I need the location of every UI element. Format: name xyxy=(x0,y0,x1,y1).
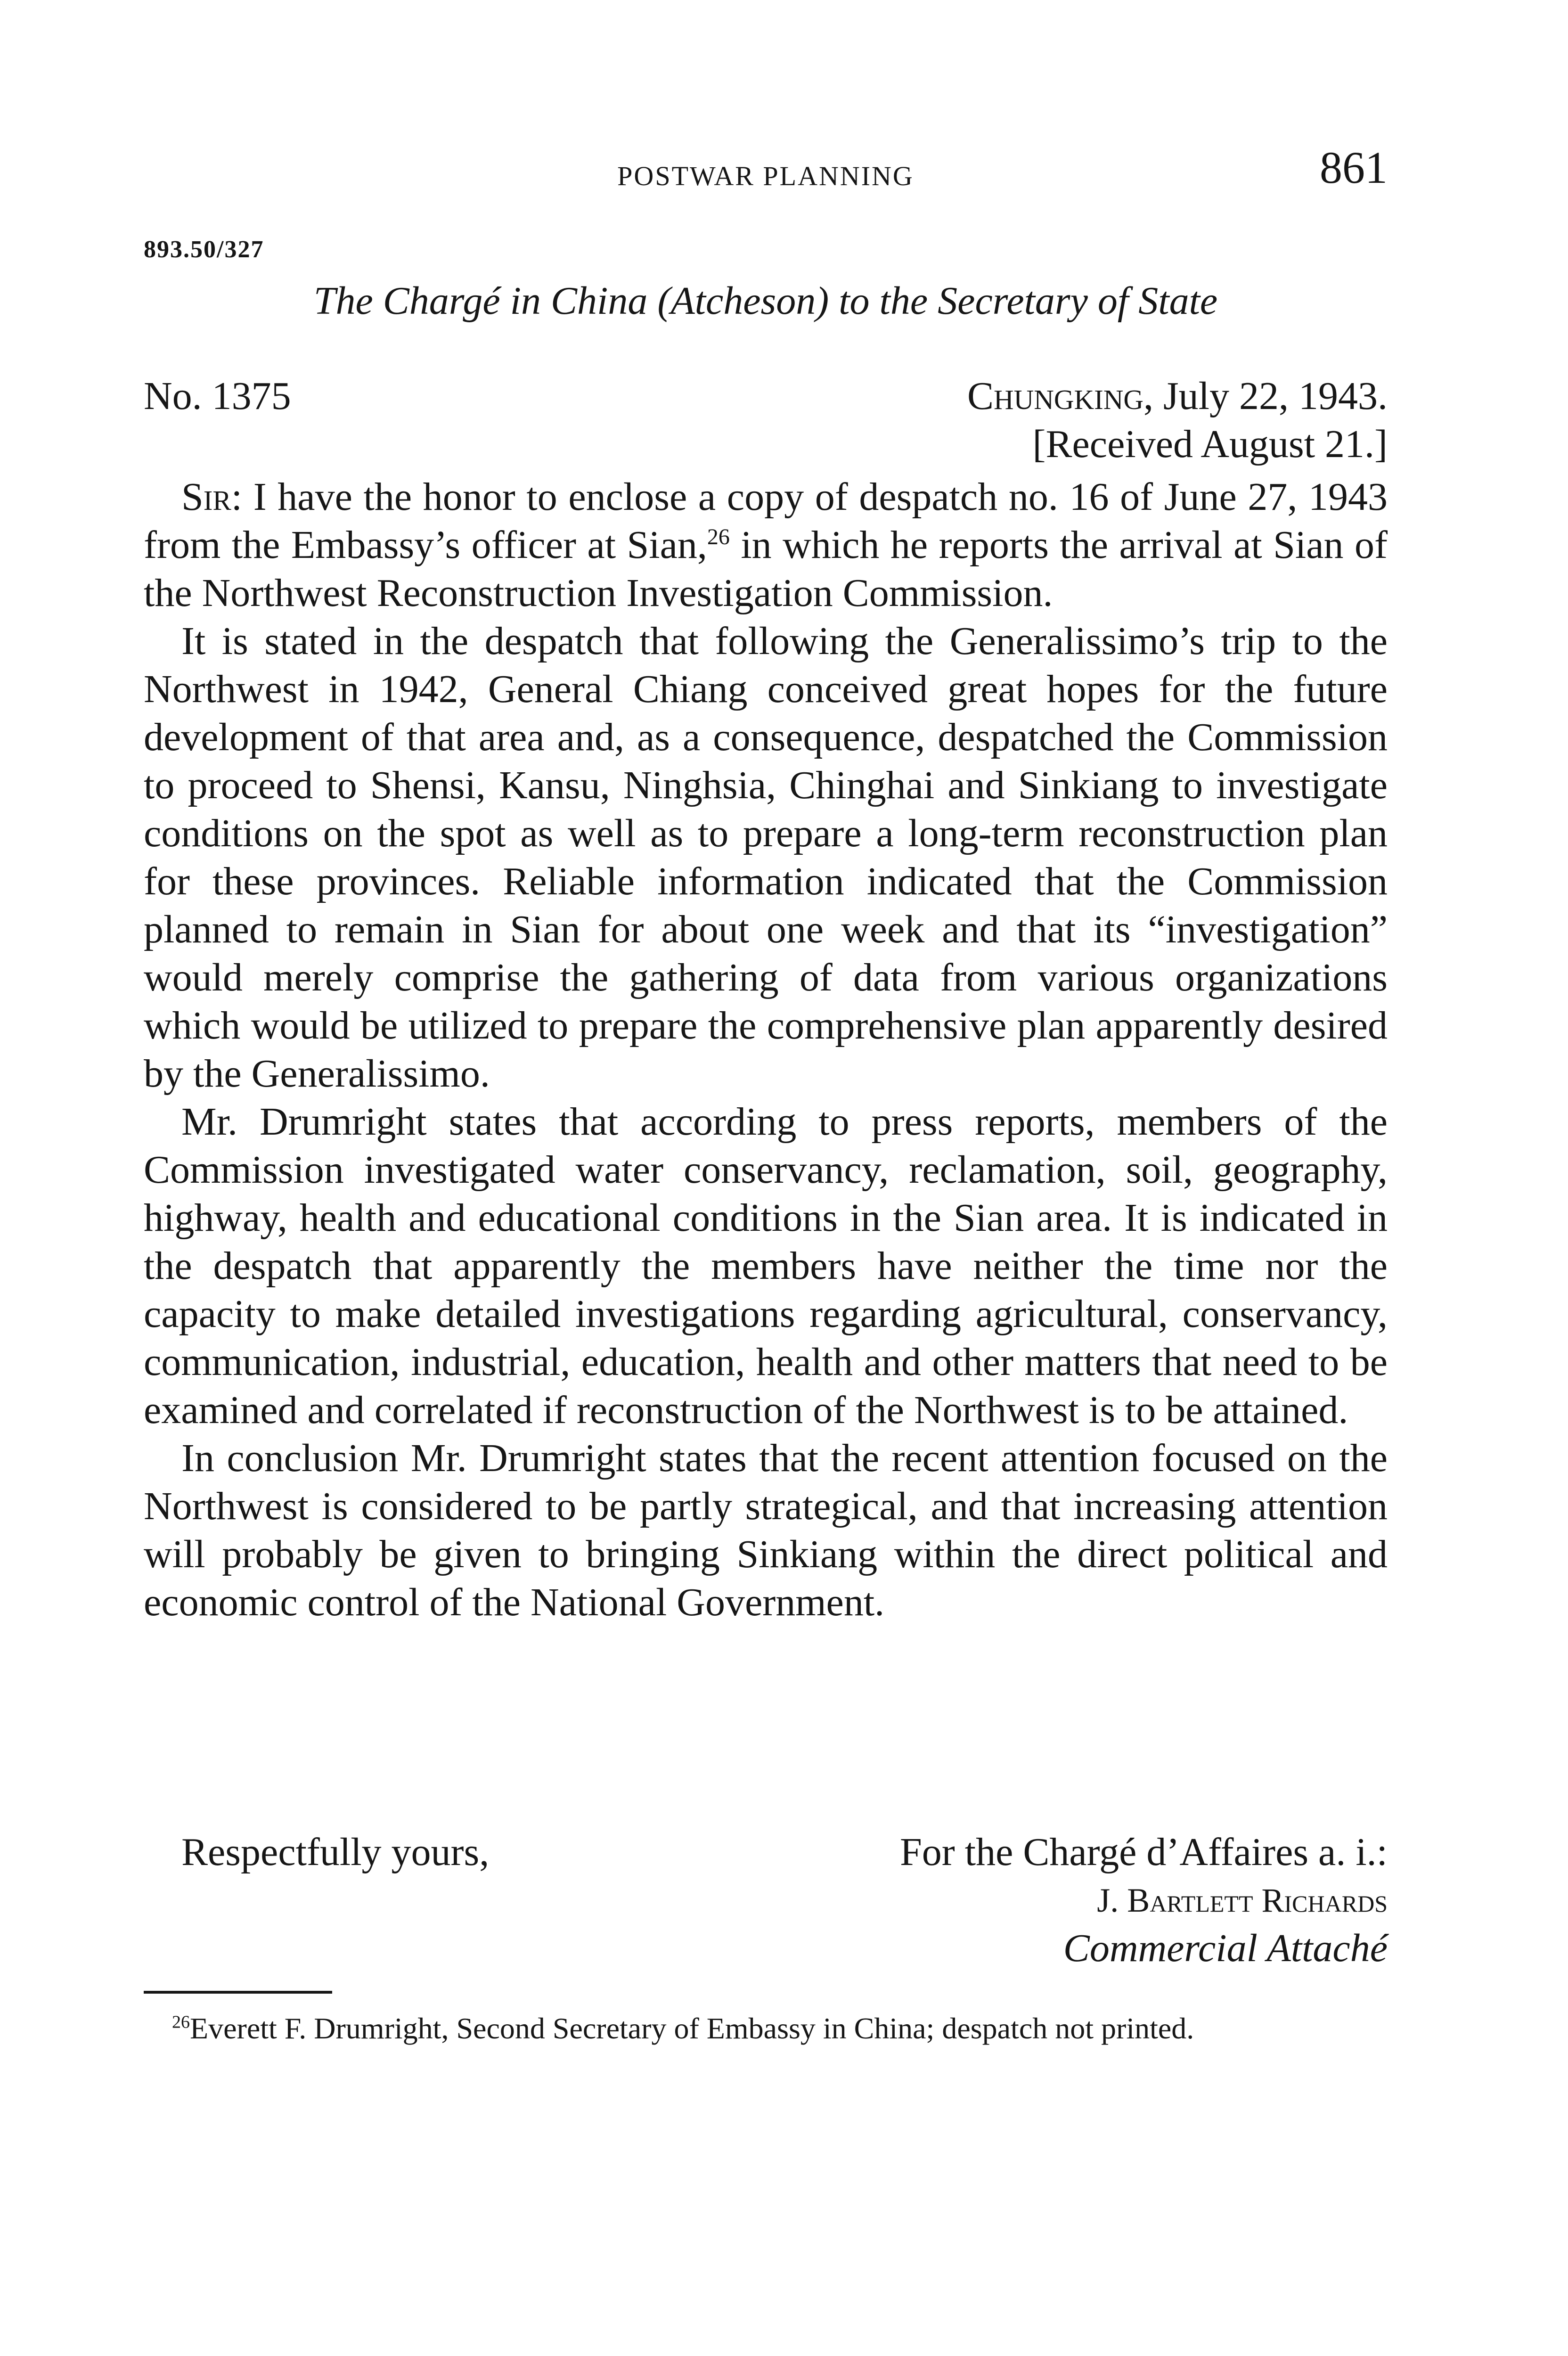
paragraph-1 xyxy=(144,473,1388,617)
signature-for-line: For the Chargé d’Affaires a. i.: xyxy=(900,1830,1388,1874)
paragraph-2: It is stated in the despatch that following the Generalissimo’s trip to the Northwest in 1942, General Chiang conceived great hopes for the future development of that area and, as a consequence, despatched the Commission to proceed to Shensi, Kansu, Ninghsia, Chinghai and Sinkiang to investigate conditions on the spot as well as to prepare a long-term reconstruction plan for these provinces. Reliable information indicated that the Commission planned to remain in Sian for about one week and that its “investigation” would merely comprise the gathering of data from various organizations which would be utilized to prepare the comprehensive plan apparently desired by the Generalissimo. xyxy=(144,619,1388,1096)
dateline-line xyxy=(967,372,1388,420)
letter-body xyxy=(144,473,1388,1627)
page-header xyxy=(144,141,1388,207)
footnote xyxy=(144,2010,1388,2047)
signer-title: Commercial Attaché xyxy=(1063,1926,1388,1970)
footnote-text: Everett F. Drumright, Second Secretary of Embassy in China; despatch not printed. xyxy=(190,2012,1194,2045)
file-number: 893.50/327 xyxy=(144,236,264,263)
received-date: [Received August 21.] xyxy=(1032,422,1388,466)
paragraph-4: In conclusion Mr. Drumright states that the recent attention focused on the Northwest is considered to be partly strategical, and that increasing attention will probably be given to bringing Sinkiang within the direct political and economic control of the National Government. xyxy=(144,1436,1388,1624)
paragraph-1-text-a: : I have the honor to enclose a copy of despatch no. 16 of June 27, 1943 from the Embassy’s officer at Sian, xyxy=(144,475,1388,567)
page-number: 861 xyxy=(1320,142,1388,193)
salutation: Sir xyxy=(181,475,231,519)
signer-name: J. Bartlett Richards xyxy=(1097,1882,1388,1919)
paragraph-3: Mr. Drumright states that according to press reports, members of the Commission investigated water conservancy, reclamation, soil, geography, highway, health and educational conditions in the Sian area. It is indicated in the despatch that apparently the members have neither the time nor the capacity to make detailed investigations regarding agricultural, conservancy, communication, industrial, education, health and other matters that need to be examined and correlated if reconstruction of the Northwest is to be attained. xyxy=(144,1100,1388,1432)
dateline xyxy=(967,372,1388,468)
complimentary-close: Respectfully yours, xyxy=(181,1830,490,1874)
document-meta xyxy=(144,372,1388,471)
document-title: The Chargé in China (Atcheson) to the Secretary of State xyxy=(313,279,1218,323)
footnote-marker: 26 xyxy=(172,2012,190,2032)
dateline-date: , July 22, 1943. xyxy=(1143,374,1388,418)
footnote-reference: 26 xyxy=(707,524,730,549)
dateline-city: Chungking xyxy=(967,374,1143,418)
footnote-rule xyxy=(144,1991,332,1994)
document-number: No. 1375 xyxy=(144,374,291,418)
running-head: POSTWAR PLANNING xyxy=(617,161,914,191)
paragraph-1-text-b: in which he reports the arrival at Sian of the Northwest Reconstruction Investigation Commission. xyxy=(144,523,1388,615)
